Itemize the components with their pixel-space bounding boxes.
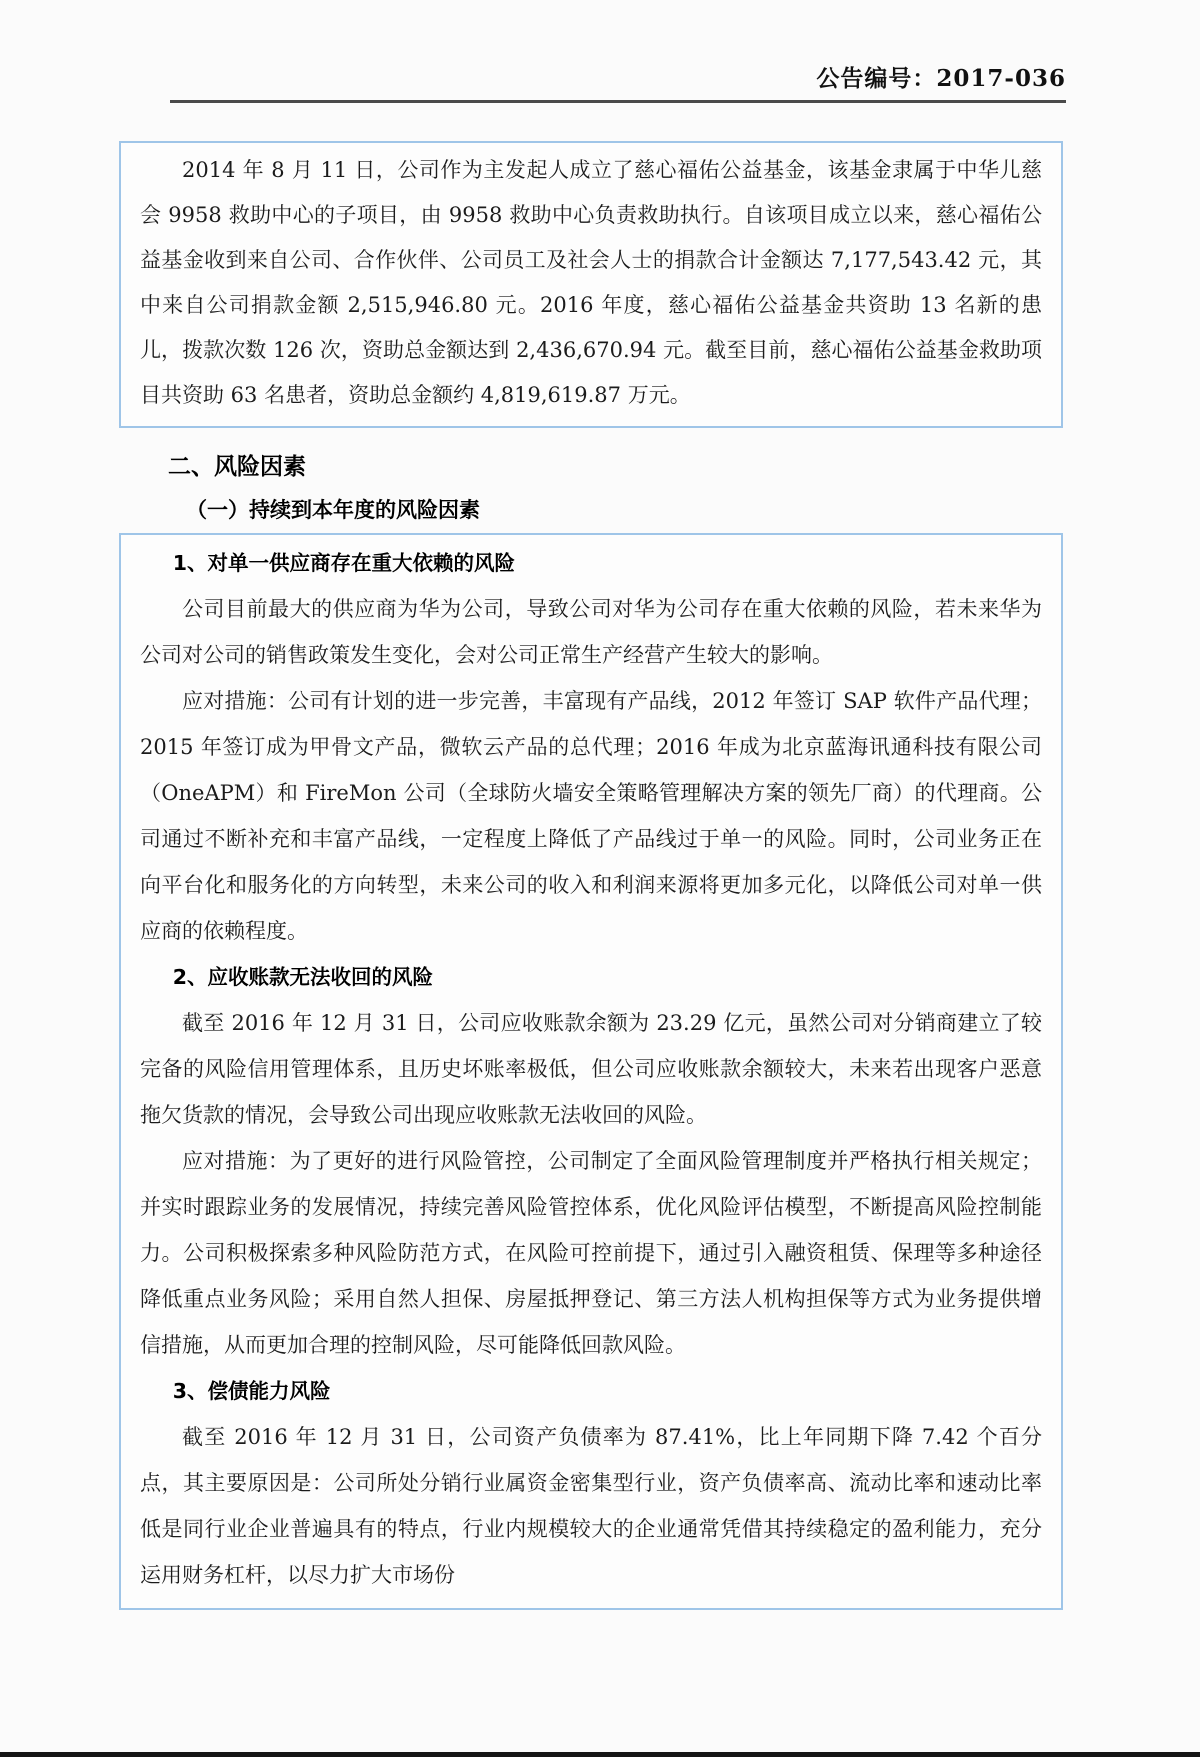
screenshot-bottom-edge <box>0 1752 1200 1757</box>
risk-item-1-paragraph-2: 应对措施：公司有计划的进一步完善，丰富现有产品线，2012 年签订 SAP 软件产品代理；2015 年签订成为甲骨文产品，微软云产品的总代理；2016 年成为北京蓝海讯通科技有限公司（OneAPM）和 FireMon 公司（全球防火墙安全策略管理解决方案的领先厂商）的代理商。公司通过不断补充和丰富产品线，一定程度上降低了产品线过于单一的风险。同时，公司业务正在向平台化和服务化的方向转型，未来公司的收入和利润来源将更加多元化，以降低公司对单一供应商的依赖程度。 <box>140 689 1042 943</box>
page-header <box>170 60 1066 103</box>
section-heading-risk-factors: 二、风险因素 <box>168 454 306 480</box>
risk-item-1-title: 1、对单一供应商存在重大依赖的风险 <box>172 551 516 575</box>
risk-item-3-paragraph-1: 截至 2016 年 12 月 31 日，公司资产负债率为 87.41%，比上年同期下降 7.42 个百分点，其主要原因是：公司所处分销行业属资金密集型行业，资产负债率高、流动比率和速动比率低是同行业企业普遍具有的特点，行业内规模较大的企业通常凭借其持续稳定的盈利能力，充分运用财务杠杆，以尽力扩大市场份 <box>140 1425 1042 1587</box>
risk-item-2-paragraph-2: 应对措施：为了更好的进行风险管控，公司制定了全面风险管理制度并严格执行相关规定；并实时跟踪业务的发展情况，持续完善风险管控体系，优化风险评估模型，不断提高风险控制能力。公司积极探索多种风险防范方式，在风险可控前提下，通过引入融资租赁、保理等多种途径降低重点业务风险；采用自然人担保、房屋抵押登记、第三方法人机构担保等方式为业务提供增信措施，从而更加合理的控制风险，尽可能降低回款风险。 <box>140 1149 1042 1357</box>
risk-item-2-paragraph-1: 截至 2016 年 12 月 31 日，公司应收账款余额为 23.29 亿元，虽然公司对分销商建立了较完备的风险信用管理体系，且历史坏账率极低，但公司应收账款余额较大，未来若出现客户恶意拖欠货款的情况，会导致公司出现应收账款无法收回的风险。 <box>140 1011 1042 1127</box>
risk-item-3-title: 3、偿债能力风险 <box>172 1379 331 1403</box>
charity-fund-paragraph: 2014 年 8 月 11 日，公司作为主发起人成立了慈心福佑公益基金，该基金隶属于中华儿慈会 9958 救助中心的子项目，由 9958 救助中心负责救助执行。自该项目成立以来，慈心福佑公益基金收到来自公司、合作伙伴、公司员工及社会人士的捐款合计金额达 7,177,543.42 元，其中来自公司捐款金额 2,515,946.80 元。2016 年度，慈心福佑公益基金共资助 13 名新的患儿，拨款次数 126 次，资助总金额达到 2,436,670.94 元。截至目前，慈心福佑公益基金救助项目共资助 63 名患者，资助总金额约 4,819,619.87 万元。 <box>140 158 1042 407</box>
risk-item-1-paragraph-1: 公司目前最大的供应商为华为公司，导致公司对华为公司存在重大依赖的风险，若未来华为公司对公司的销售政策发生变化，会对公司正常生产经营产生较大的影响。 <box>140 597 1042 667</box>
charity-fund-box <box>119 141 1063 428</box>
announcement-number: 公告编号：2017-036 <box>816 65 1066 92</box>
document-page <box>0 60 1200 1610</box>
risk-item-2-title: 2、应收账款无法收回的风险 <box>172 965 434 989</box>
section-subheading-continuing-risks: （一）持续到本年度的风险因素 <box>186 498 480 522</box>
risk-factors-box <box>119 533 1063 1610</box>
header-rule <box>170 100 1066 103</box>
